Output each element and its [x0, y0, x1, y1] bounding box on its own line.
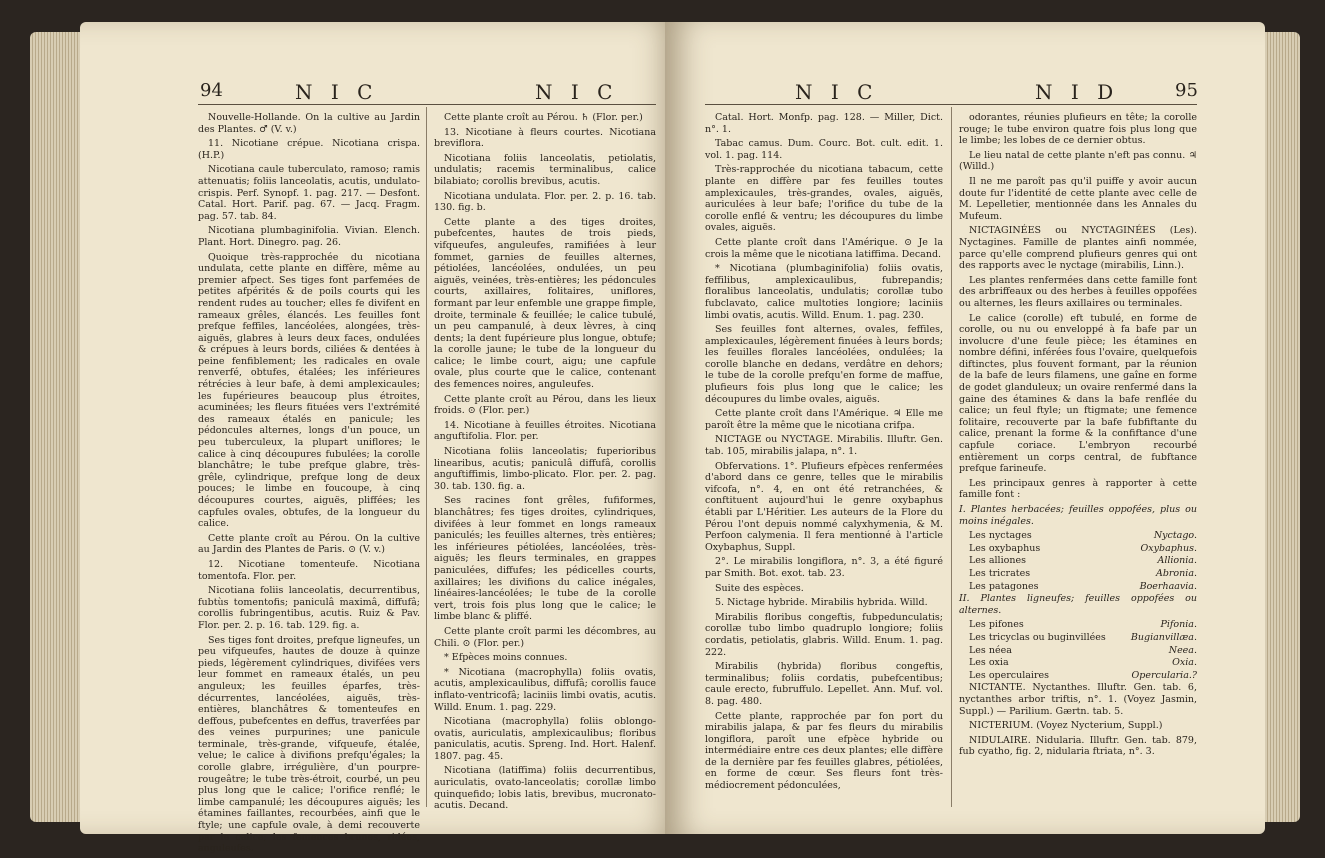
paragraph: NICTAGE ou NYCTAGE. Mirabilis. Illuftr. Gen. tab. 105, mirabilis jalapa, n°. 1.	[705, 434, 943, 458]
paragraph: Mirabilis floribus congeftis, fubpedunculatis; corollæ tubo limbo quadruplo longiore; foliis cordatis, petiolatis, glabris. Willd. Enum. 1. pag. 222.	[705, 611, 943, 658]
paragraph: Mirabilis (hybrida) floribus congeftis, terminalibus; foliis cordatis, pubefcentibus; caule erecto, fubruffulo. Lepellet. Ann. Muf. vol. 8. pag. 480.	[705, 661, 943, 707]
paragraph: 5. Nictage hybride. Mirabilis hybrida. Willd.	[715, 597, 928, 609]
genus-latin-name: Opercularia.?	[1131, 669, 1197, 681]
genus-row	[969, 645, 1197, 657]
column-divider	[951, 107, 952, 807]
left-column-1	[198, 112, 420, 858]
column-divider	[426, 107, 427, 807]
header-rule	[198, 104, 656, 105]
page-number-right: 95	[1175, 80, 1198, 101]
paragraph: Le lieu natal de cette plante n'eft pas connu. ♃ (Willd.)	[959, 149, 1197, 173]
paragraph: Cette plante croît dans l'Amérique. ♃ Elle me paroît être la même que le nicotiana crifpa.	[705, 408, 943, 431]
paragraph: Cette plante croît au Pérou, dans les lieux froids. ⊙ (Flor. per.)	[434, 393, 656, 417]
page-number-left: 94	[200, 80, 223, 101]
genus-common-name: Les néea	[969, 644, 1012, 656]
running-head-right-1: N I C	[795, 80, 879, 104]
genus-row	[969, 568, 1197, 580]
genus-row	[969, 657, 1197, 669]
paragraph: Les plantes renfermées dans cette famille font des arbriffeaux ou des herbes à feuilles oppofées ou alternes, les fleurs axillaires ou terminales.	[959, 274, 1197, 309]
paragraph: Les principaux genres à rapporter à cette famille font :	[959, 477, 1197, 501]
paragraph: Ses tiges font droites, prefque ligneufes, un peu vifqueufes, hautes de douze à quinze pieds, légèrement cylindriques, divifées vers leur fommet en rameaux étalés, un peu anguleux; les feuilles éparfes, très-décurrentes, lancéolées, aiguës, très-entières, blanchâtres & tomenteufes en deffous, pubefcentes en deffus, traverfées par des veines purpurines; une panicule terminale, très-grande, vifqueufe, étalée, velue; le calice à divifions prefqu'égales; la corolle glabre, irrégulière, d'un pourpre-rougeâtre; le tube très-étroit, courbé, un peu plus long que le calice; l'orifice renflé; le limbe campanulé; les découpures aiguës; les étamines faillantes, recourbées, ainfi que le ftyle; une capfule ovale, à demi recouverte par le calice; les femences brunes, ridées, anguleufes.	[198, 634, 420, 855]
genus-latin-name: Neea.	[1168, 644, 1197, 656]
genus-latin-name: Allionia.	[1157, 555, 1197, 567]
paragraph: Il ne me paroît pas qu'il puiffe y avoir aucun doute fur l'identité de cette plante avec celle de M. Lepelletier, mentionnée dans les Annales du Mufeum.	[959, 175, 1197, 222]
paragraph: Nicotiana (macrophylla) foliis oblongo-ovatis, auriculatis, amplexicaulibus; floribus paniculatis, acutis. Spreng. Ind. Hort. Halenf. 1807. pag. 45.	[434, 716, 656, 762]
paragraph: Nicotiana foliis lanceolatis, decurrentibus, fubtùs tomentofis; paniculâ maximâ, diffufâ; corollis fubringentibus, acutis. Ruiz & Pav. Flor. per. 2. p. 16. tab. 129. fig. a.	[198, 585, 420, 631]
paragraph: Cette plante croît au Pérou. On la cultive au Jardin des Plantes de Paris. ⊙ (V. v.)	[198, 532, 420, 556]
page-edges-right	[1262, 32, 1300, 822]
genus-latin-name: Oxybaphus.	[1140, 542, 1197, 554]
genus-latin-name: Nyctago.	[1153, 530, 1197, 542]
paragraph: Nouvelle-Hollande. On la cultive au Jardin des Plantes. ♂ (V. v.)	[198, 112, 420, 135]
genus-common-name: Les oxia	[969, 657, 1009, 669]
paragraph: Cette plante croît dans l'Amérique. ⊙ Je la crois la même que le nicotiana latiffima. Decand.	[705, 236, 943, 260]
paragraph: odorantes, réunies plufieurs en tête; la corolle rouge; le tube environ quatre fois plus long que le limbe; les lobes de ce dernier obtus.	[959, 112, 1197, 147]
paragraph: Nicotiana caule tuberculato, ramoso; ramis attenuatis; foliis lanceolatis, acutis, undulato-crispis. Perf. Synopf. 1. pag. 217. — Desfont. Catal. Hort. Parif. pag. 67. — Jacq. Fragm. pag. 57. tab. 84.	[198, 164, 420, 222]
paragraph: 2°. Le mirabilis longiflora, n°. 3, a été figuré par Smith. Bot. exot. tab. 23.	[705, 556, 943, 579]
paragraph: Nicotiana foliis lanceolatis; fuperioribus linearibus, acutis; paniculâ diffufâ, corollis anguftiffimis, limbo-plicato. Flor. per. 2. pag. 30. tab. 130. fig. a.	[434, 446, 656, 492]
genus-row	[969, 632, 1197, 644]
paragraph: Nicotiana (latiffima) foliis decurrentibus, auriculatis, ovato-lanceolatis; corollæ limbo quinquefido; lobis latis, brevibus, mucronato-acutis. Decand.	[434, 765, 656, 812]
running-head-left-1: N I C	[295, 80, 379, 104]
genus-common-name: Les nyctages	[969, 530, 1032, 542]
genus-row	[969, 530, 1197, 542]
paragraph: Tabac camus. Dum. Courc. Bot. cult. edit. 1. vol. 1. pag. 114.	[705, 138, 943, 161]
genus-common-name: Les patagones	[969, 580, 1039, 592]
right-column-1	[705, 112, 943, 795]
genus-latin-name: Boerhaavia.	[1139, 580, 1197, 592]
genus-latin-name: Abronia.	[1155, 567, 1197, 579]
paragraph: Le calice (corolle) eft tubulé, en forme de corolle, ou nu ou enveloppé à fa bafe par un involucre d'une feule pièce; les étamines en nombre défini, inférées fous l'ovaire, quelquefois diftinctes, plus fouvent formant, par la réunion de la bafe de leurs filamens, une gaîne en forme de godet glanduleux; un ovaire renfermé dans la gaine des étamines & dans la bafe renflée du calice; un feul ftyle; un ftigmate; une femence folitaire, recouverte par la bafe fubfiftante du calice, prenant la forme & la confiftance d'une capfule coriace. L'embryon recourbé entièrement un corps central, de fubftance prefque farineufe.	[959, 312, 1197, 475]
paragraph: Nicotiana undulata. Flor. per. 2. p. 16. tab. 130. fig. b.	[434, 190, 656, 214]
paragraph: Obfervations. 1°. Plufieurs efpèces renfermées d'abord dans ce genre, telles que le mirabilis vifcofa, n°. 4, en ont été retranchées, & conftituent aujourd'hui le genre oxybaphus établi par L'Héritier. Les auteurs de la Flore du Pérou l'ont depuis nommé calyxhymenia, & M. Perfoon calymenia. Il fera mentionné à l'article Oxybaphus, Suppl.	[705, 460, 943, 553]
genus-latin-name: Bugianvillæa.	[1130, 631, 1197, 643]
paragraph: Ses racines font grêles, fufiformes, blanchâtres; fes tiges droites, cylindriques, divifées à leur fommet en longs rameaux paniculés; les feuilles alternes, très entières; les inférieures pétiolées, lancéolées, très-aiguës; les fleurs terminales, en grappes paniculées, diffufes; les pédicelles courts, axillaires; les divifions du calice inégales, linéaires-lancéolées; le tube de la corolle vert, trois fois plus long que le calice; le limbe blanc & pliffé.	[434, 495, 656, 623]
paragraph: NICTERIUM. (Voyez Nycterium, Suppl.)	[969, 720, 1163, 732]
paragraph: 13. Nicotiane à fleurs courtes. Nicotiana breviflora.	[434, 126, 656, 150]
paragraph: Suite des espèces.	[715, 582, 804, 594]
left-page	[80, 22, 680, 855]
paragraph: 12. Nicotiane tomenteufe. Nicotiana tomentofa. Flor. per.	[198, 558, 420, 582]
genus-common-name: Les operculaires	[969, 669, 1050, 681]
paragraph: 14. Nicotiane à feuilles étroites. Nicotiana anguftifolia. Flor. per.	[434, 419, 656, 443]
paragraph: Quoique très-rapprochée du nicotiana undulata, cette plante en diffère, même au premier afpect. Ses tiges font parfemées de petites afpérités & de poils courts qui les rendent rudes au toucher; elles fe divifent en rameaux grêles, élancés. Les feuilles font prefque feffiles, lancéolées, alongées, très-aiguës, glabres à leurs deux faces, ondulées & crépues à leurs bords, ciliées & dentées à peine fenfiblement; les radicales en ovale renverfé, obtufes, étalées; les inférieures rétrécies à leur bafe, à demi amplexicaules; les fupérieures beaucoup plus étroites, acuminées; les fleurs fituées vers l'extrémité des rameaux étalés en panicule; les pédoncules alternes, longs d'un pouce, un peu tuberculeux, la plupart uniflores; le calice à cinq découpures fubulées; la corolle blanchâtre; le tube prefque glabre, très-grêle, cylindrique, prefque long de deux pouces; le limbe en foucoupe, à cinq découpures courtes, aiguës, pliffées; les capfules ovales, obtufes, de la longueur du calice.	[198, 251, 420, 530]
right-column-2	[959, 112, 1197, 761]
open-book	[30, 12, 1300, 855]
genus-common-name: Les alliones	[969, 555, 1026, 567]
paragraph: Nicotiana foliis lanceolatis, petiolatis, undulatis; racemis terminalibus, calice bilabiato; corollis brevibus, acutis.	[434, 152, 656, 187]
page-edges-left	[30, 32, 82, 822]
genus-common-name: Les oxybaphus	[969, 542, 1041, 554]
group-heading-1: I. Plantes herbacées; feuilles oppofées, plus ou moins inégales.	[959, 504, 1197, 527]
genus-row	[969, 543, 1197, 555]
group-heading-2: II. Plantes ligneufes; feuilles oppofées ou alternes.	[959, 593, 1197, 616]
paragraph: NICTANTE. Nyctanthes. Illuftr. Gen. tab. 6, nyctanthes arbor triftis, n°. 1. (Voyez Jasmin, Suppl.) — Parilium. Gærtn. tab. 5.	[959, 682, 1197, 717]
paragraph: * Efpèces moins connues.	[444, 652, 568, 664]
paragraph: Cette plante, rapprochée par fon port du mirabilis jalapa, & par fes fleurs du mirabilis longiflora, paroît une efpèce hybride ou intermédiaire entre ces deux plantes; elle diffère de la dernière par fes feuilles glabres, pétiolées, en forme de cœur. Ses fleurs font très-médiocrement pédonculées,	[705, 710, 943, 792]
paragraph: 11. Nicotiane crépue. Nicotiana crispa. (H.P.)	[198, 138, 420, 161]
header-rule	[705, 104, 1197, 105]
genus-common-name: Les tricyclas ou buginvillées	[969, 631, 1106, 643]
paragraph: NIDULAIRE. Nidularia. Illuftr. Gen. tab. 879, fub cyatho, fig. 2, nidularia ftriata, n°. 3.	[959, 734, 1197, 758]
running-head-left-2: N I C	[535, 80, 619, 104]
paragraph: Cette plante croît au Pérou. ♄ (Flor. per.)	[444, 112, 643, 123]
paragraph: Très-rapprochée du nicotiana tabacum, cette plante en diffère par fes feuilles toutes amplexicaules, très-grandes, ovales, aiguës, auriculées à leur bafe; l'orifice du tube de la corolle enflé & ventru; les découpures du limbe ovales, aiguës.	[705, 164, 943, 234]
paragraph: * Nicotiana (macrophylla) foliis ovatis, acutis, amplexicaulibus, diffufâ; corollis fauce inflato-ventricofâ; laciniis limbi ovatis, acutis. Willd. Enum. 1. pag. 229.	[434, 666, 656, 713]
genus-common-name: Les tricrates	[969, 567, 1031, 579]
paragraph: Nicotiana plumbaginifolia. Vivian. Elench. Plant. Hort. Dinegro. pag. 26.	[198, 225, 420, 248]
right-page	[665, 22, 1265, 834]
paragraph: * Nicotiana (plumbaginifolia) foliis ovatis, feffilibus, amplexicaulibus, fubrepandis; floralibus lanceolatis, undulatis; corollæ tubo fubclavato, calice multoties longiore; laciniis limbi ovatis, acutis. Willd. Enum. 1. pag. 230.	[705, 263, 943, 321]
paragraph: Ses feuilles font alternes, ovales, feffiles, amplexicaules, légèrement finuées à leurs bords; les feuilles florales lancéolées, ondulées; la corolle blanche en dedans, verdâtre en dehors; le tube de la corolle prefqu'en forme de maffue, plufieurs fois plus long que le calice; les découpures du limbe ovales, aiguës.	[705, 324, 943, 405]
paragraph: NICTAGINÉES ou NYCTAGINÉES (Les). Nyctagines. Famille de plantes ainfi nommée, parce qu'elle comprend plufieurs genres qui ont des rapports avec le nyctage (mirabilis, Linn.).	[959, 225, 1197, 272]
paragraph: Catal. Hort. Monfp. pag. 128. — Miller, Dict. n°. 1.	[705, 112, 943, 135]
genus-row	[969, 581, 1197, 593]
left-column-2	[434, 112, 656, 815]
paragraph: Cette plante croît parmi les décombres, au Chili. ⊙ (Flor. per.)	[434, 625, 656, 649]
running-head-right-2: N I D	[1035, 80, 1120, 104]
genus-row	[969, 555, 1197, 567]
paragraph: Cette plante a des tiges droites, pubefcentes, hautes de trois pieds, vifqueufes, anguleufes, ramifiées à leur fommet, garnies de feuilles alternes, pétiolées, lancéolées, ondulées, un peu aiguës, veinées, très-entières; les pédoncules courts, axillaires, folitaires, uniflores, formant par leur enfemble une grappe fimple, droite, terminale & feuillée; le calice tubulé, un peu campanulé, à deux lèvres, à cinq dents; la dent fupérieure plus longue, obtufe; la corolle jaune; le tube de la longueur du calice; le limbe court, aigu; une capfule ovale, plus courte que le calice, contenant des femences noires, anguleufes.	[434, 216, 656, 391]
genus-common-name: Les pifones	[969, 619, 1024, 631]
genus-latin-name: Pifonia.	[1160, 619, 1197, 631]
genus-row	[969, 619, 1197, 631]
genus-latin-name: Oxia.	[1172, 657, 1197, 669]
genus-row	[969, 670, 1197, 682]
